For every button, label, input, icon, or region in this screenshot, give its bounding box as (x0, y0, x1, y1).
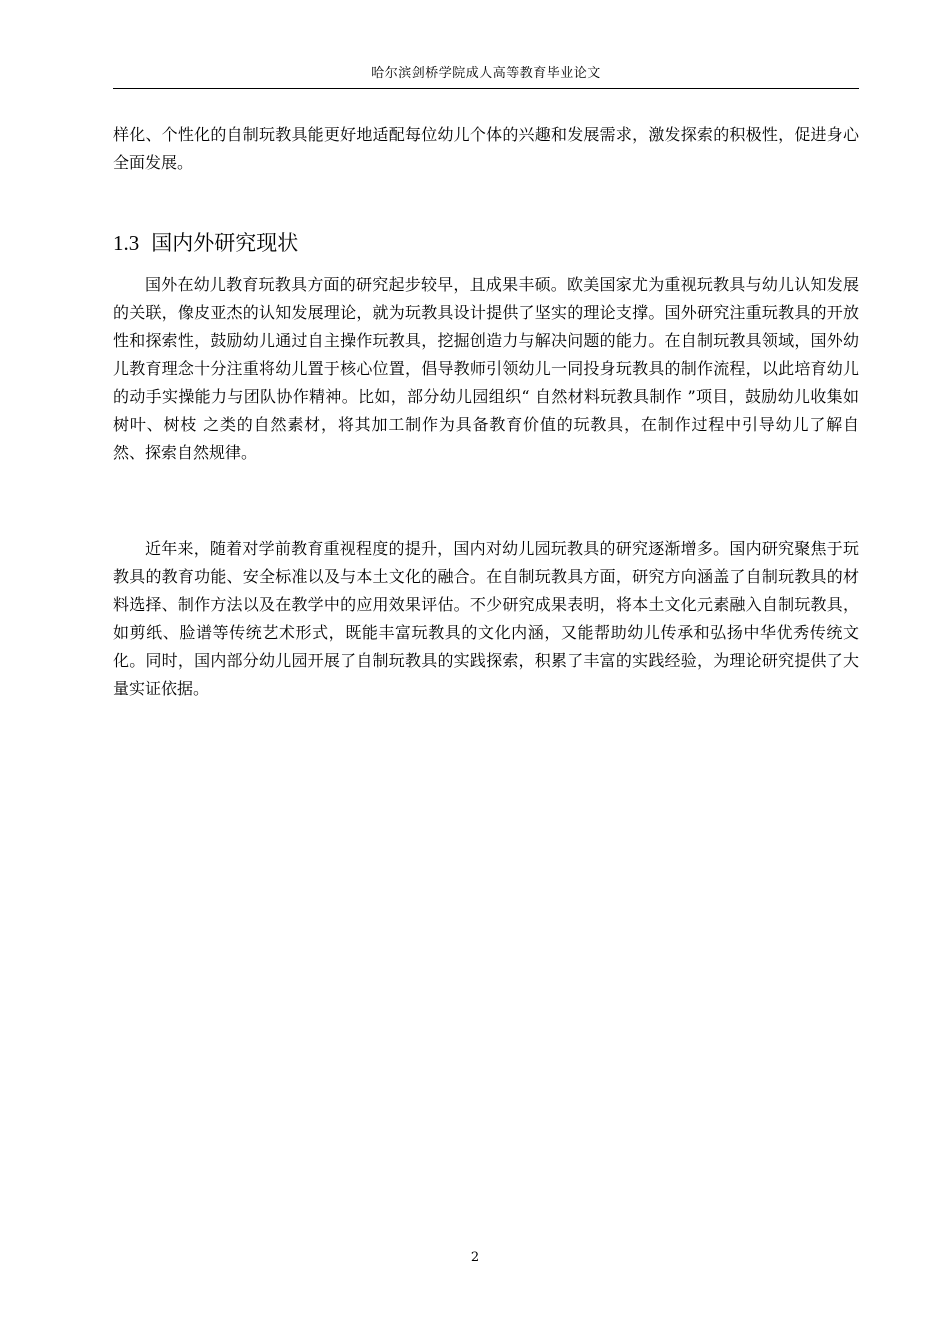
header-divider (113, 88, 859, 89)
body-paragraph-domestic-research: 近年来，随着对学前教育重视程度的提升，国内对幼儿园玩教具的研究逐渐增多。国内研究聚焦于玩教具的教育功能、安全标准以及与本土文化的融合。在自制玩教具方面，研究方向涵盖了自制玩教具的材料选择、制作方法以及在教学中的应用效果评估。不少研究成果表明，将本土文化元素融入自制玩教具，如剪纸、脸谱等传统艺术形式，既能丰富玩教具的文化内涵，又能帮助幼儿传承和弘扬中华优秀传统文化。同时，国内部分幼儿园开展了自制玩教具的实践探索，积累了丰富的实践经验，为理论研究提供了大量实证依据。 (113, 539, 859, 698)
section-number: 1.3 (113, 231, 140, 255)
page-number: 2 (470, 1250, 480, 1265)
section-heading (113, 228, 298, 258)
continuation-paragraph: 样化、个性化的自制玩教具能更好地适配每位幼儿个体的兴趣和发展需求，激发探索的积极性，促进身心全面发展。 (113, 125, 859, 172)
section-title: 国内外研究现状 (151, 231, 299, 255)
body-paragraph-foreign-research: 国外在幼儿教育玩教具方面的研究起步较早，且成果丰硕。欧美国家尤为重视玩教具与幼儿认知发展的关联，像皮亚杰的认知发展理论，就为玩教具设计提供了坚实的理论支撑。国外研究注重玩教具的开放性和探索性，鼓励幼儿通过自主操作玩教具，挖掘创造力与解决问题的能力。在自制玩教具领域，国外幼儿教育理念十分注重将幼儿置于核心位置，倡导教师引领幼儿一同投身玩教具的制作流程，以此培育幼儿的动手实操能力与团队协作精神。比如，部分幼儿园组织“ 自然材料玩教具制作 ”项目，鼓励幼儿收集如树叶、树枝 之类的自然素材，将其加工制作为具备教育价值的玩教具，在制作过程中引导幼儿了解自 然、探索自然规律。 (113, 275, 859, 462)
page-header: 哈尔滨剑桥学院成人高等教育毕业论文 (371, 66, 601, 81)
